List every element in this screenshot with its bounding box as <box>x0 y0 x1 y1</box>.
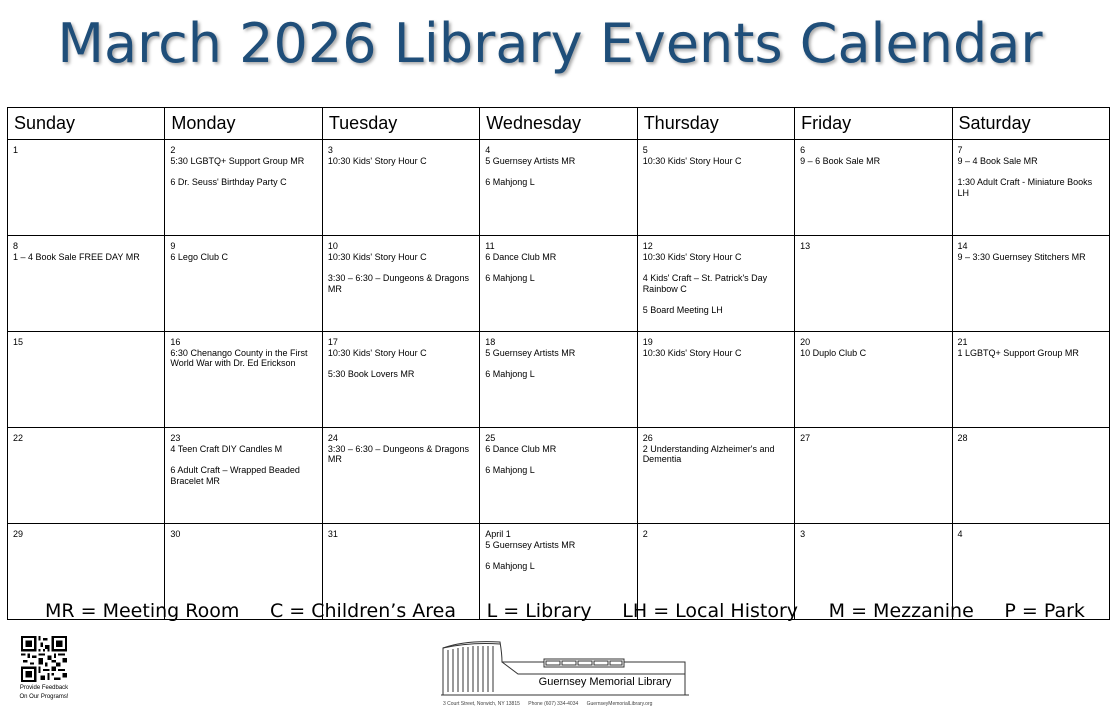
calendar-day-cell <box>637 140 794 236</box>
event-entry: 3:30 – 6:30 – Dungeons & Dragons MR <box>327 273 469 294</box>
day-number: 6 <box>800 145 806 155</box>
event-entry: 4 Teen Craft DIY Candles M <box>170 443 283 454</box>
calendar-day-cell <box>8 428 165 524</box>
day-number: 2 <box>170 145 176 155</box>
calendar-day-cell <box>480 428 637 524</box>
day-number: 14 <box>957 241 968 251</box>
event-entry: 6 Mahjong L <box>485 273 535 283</box>
legend-item: P = Park <box>1004 600 1085 622</box>
event-entry: 6:30 Chenango County in the First World War with Dr. Ed Erickson <box>170 347 308 368</box>
event-entry: 3:30 – 6:30 – Dungeons & Dragons MR <box>327 443 469 464</box>
legend-item: L = Library <box>486 600 592 622</box>
calendar-week-row <box>8 140 1110 236</box>
calendar-day-cell <box>952 236 1109 332</box>
day-number: 15 <box>13 337 24 347</box>
event-entry: 6 Mahjong L <box>485 369 535 379</box>
page-title: March 2026 Library Events Calendar <box>57 12 1043 75</box>
calendar-day-cell <box>8 332 165 428</box>
day-number: 27 <box>800 433 811 443</box>
day-number: 28 <box>957 433 968 443</box>
day-number: 26 <box>642 433 653 443</box>
event-entry: 6 Mahjong L <box>485 177 535 187</box>
day-number: 31 <box>327 529 338 539</box>
calendar-day-cell <box>480 332 637 428</box>
calendar-day-cell <box>8 140 165 236</box>
qr-caption-line: Provide Feedback <box>19 685 69 691</box>
event-entry: 5 Board Meeting LH <box>642 305 723 315</box>
weekday-header: Thursday <box>637 108 794 140</box>
calendar-day-cell <box>165 140 322 236</box>
calendar-day-cell <box>637 332 794 428</box>
event-entry: 6 Dr. Seuss' Birthday Party C <box>170 177 287 187</box>
footer-phone: Phone (607) 334-4034 <box>528 701 579 707</box>
calendar-grid <box>7 107 1110 620</box>
legend-item: C = Children’s Area <box>269 600 456 622</box>
day-number: 5 <box>642 145 648 155</box>
event-entry: 6 Adult Craft – Wrapped Beaded Bracelet MR <box>170 465 300 486</box>
legend-item: M = Mezzanine <box>828 600 974 622</box>
legend-item: LH = Local History <box>622 600 799 622</box>
footer-address: 3 Court Street, Norwich, NY 13815 <box>443 701 520 707</box>
calendar-day-cell <box>165 332 322 428</box>
calendar-day-cell <box>795 140 952 236</box>
event-entry: 9 – 6 Book Sale MR <box>800 155 881 166</box>
day-number: 19 <box>642 337 653 347</box>
calendar-day-cell <box>322 140 479 236</box>
event-entry: 5 Guernsey Artists MR <box>485 155 576 166</box>
weekday-header: Monday <box>165 108 322 140</box>
event-entry: 10:30 Kids' Story Hour C <box>327 155 427 166</box>
calendar-day-cell <box>480 140 637 236</box>
calendar-body <box>8 140 1110 620</box>
day-number: 1 <box>13 145 19 155</box>
footer-contact <box>443 701 693 707</box>
day-number: 30 <box>170 529 181 539</box>
event-entry: 1:30 Adult Craft - Miniature Books LH <box>957 177 1093 198</box>
weekday-header: Wednesday <box>480 108 637 140</box>
day-number: 7 <box>957 145 963 155</box>
calendar-week-row <box>8 332 1110 428</box>
location-legend <box>45 600 1085 622</box>
event-entry: 6 Mahjong L <box>485 561 535 571</box>
day-number: 9 <box>170 241 176 251</box>
event-entry: 10:30 Kids' Story Hour C <box>327 347 427 358</box>
calendar-day-cell <box>480 236 637 332</box>
calendar-week-row <box>8 428 1110 524</box>
event-entry: 10:30 Kids' Story Hour C <box>327 251 427 262</box>
day-number: 22 <box>13 433 24 443</box>
calendar-day-cell <box>952 428 1109 524</box>
calendar-day-cell <box>795 332 952 428</box>
day-number: 8 <box>13 241 19 251</box>
event-entry: 5 Guernsey Artists MR <box>485 539 576 550</box>
event-entry: 10:30 Kids' Story Hour C <box>642 155 742 166</box>
event-entry: 6 Lego Club C <box>170 251 228 262</box>
day-number: April 1 <box>485 529 511 539</box>
day-number: 25 <box>485 433 496 443</box>
day-number: 12 <box>642 241 653 251</box>
day-number: 13 <box>800 241 811 251</box>
calendar-day-cell <box>795 428 952 524</box>
event-entry: 10:30 Kids' Story Hour C <box>642 347 742 358</box>
event-entry: 4 Kids' Craft – St. Patrick's Day Rainbow C <box>642 273 768 294</box>
calendar-day-cell <box>8 236 165 332</box>
day-number: 18 <box>485 337 496 347</box>
day-number: 20 <box>800 337 811 347</box>
event-entry: 1 – 4 Book Sale FREE DAY MR <box>13 251 140 262</box>
day-number: 29 <box>13 529 24 539</box>
calendar-day-cell <box>952 140 1109 236</box>
event-entry: 10:30 Kids' Story Hour C <box>642 251 742 262</box>
event-entry: 1 LGBTQ+ Support Group MR <box>957 347 1079 358</box>
calendar-day-cell <box>795 236 952 332</box>
event-entry: 6 Dance Club MR <box>485 443 557 454</box>
calendar-week-row <box>8 236 1110 332</box>
day-number: 11 <box>485 241 495 251</box>
calendar-day-cell <box>165 428 322 524</box>
footer-website[interactable]: GuernseyMemorialLibrary.org <box>586 701 653 707</box>
event-entry: 5 Guernsey Artists MR <box>485 347 576 358</box>
calendar-day-cell <box>322 236 479 332</box>
library-name: Guernsey Memorial Library <box>538 676 672 688</box>
qr-caption-line: On Our Programs! <box>19 694 69 700</box>
day-number: 23 <box>170 433 181 443</box>
qr-caption <box>8 684 80 702</box>
weekday-header: Friday <box>795 108 952 140</box>
event-entry: 5:30 LGBTQ+ Support Group MR <box>170 155 305 166</box>
event-entry: 6 Dance Club MR <box>485 251 557 262</box>
day-number: 21 <box>957 337 968 347</box>
qr-code-icon[interactable] <box>21 636 67 682</box>
day-number: 16 <box>170 337 181 347</box>
day-number: 3 <box>800 529 806 539</box>
day-number: 2 <box>642 529 648 539</box>
calendar-day-cell <box>637 236 794 332</box>
event-entry: 10 Duplo Club C <box>800 347 867 358</box>
calendar-day-cell <box>952 332 1109 428</box>
event-entry: 5:30 Book Lovers MR <box>327 369 415 379</box>
day-number: 4 <box>485 145 491 155</box>
weekday-header: Tuesday <box>322 108 479 140</box>
day-number: 4 <box>957 529 963 539</box>
calendar-day-cell <box>322 428 479 524</box>
calendar-day-cell <box>637 428 794 524</box>
event-entry: 9 – 4 Book Sale MR <box>957 155 1038 166</box>
calendar-day-cell <box>165 236 322 332</box>
day-number: 10 <box>327 241 338 251</box>
weekday-header: Sunday <box>8 108 165 140</box>
event-entry: 2 Understanding Alzheimer's and Dementia <box>642 443 775 464</box>
event-entry: 9 – 3:30 Guernsey Stitchers MR <box>957 251 1086 262</box>
day-number: 17 <box>327 337 338 347</box>
event-entry: 6 Mahjong L <box>485 465 535 475</box>
day-number: 3 <box>327 145 333 155</box>
calendar-day-cell <box>322 332 479 428</box>
legend-item: MR = Meeting Room <box>45 600 240 622</box>
weekday-header: Saturday <box>952 108 1109 140</box>
day-number: 24 <box>327 433 338 443</box>
weekday-header-row <box>8 108 1110 140</box>
